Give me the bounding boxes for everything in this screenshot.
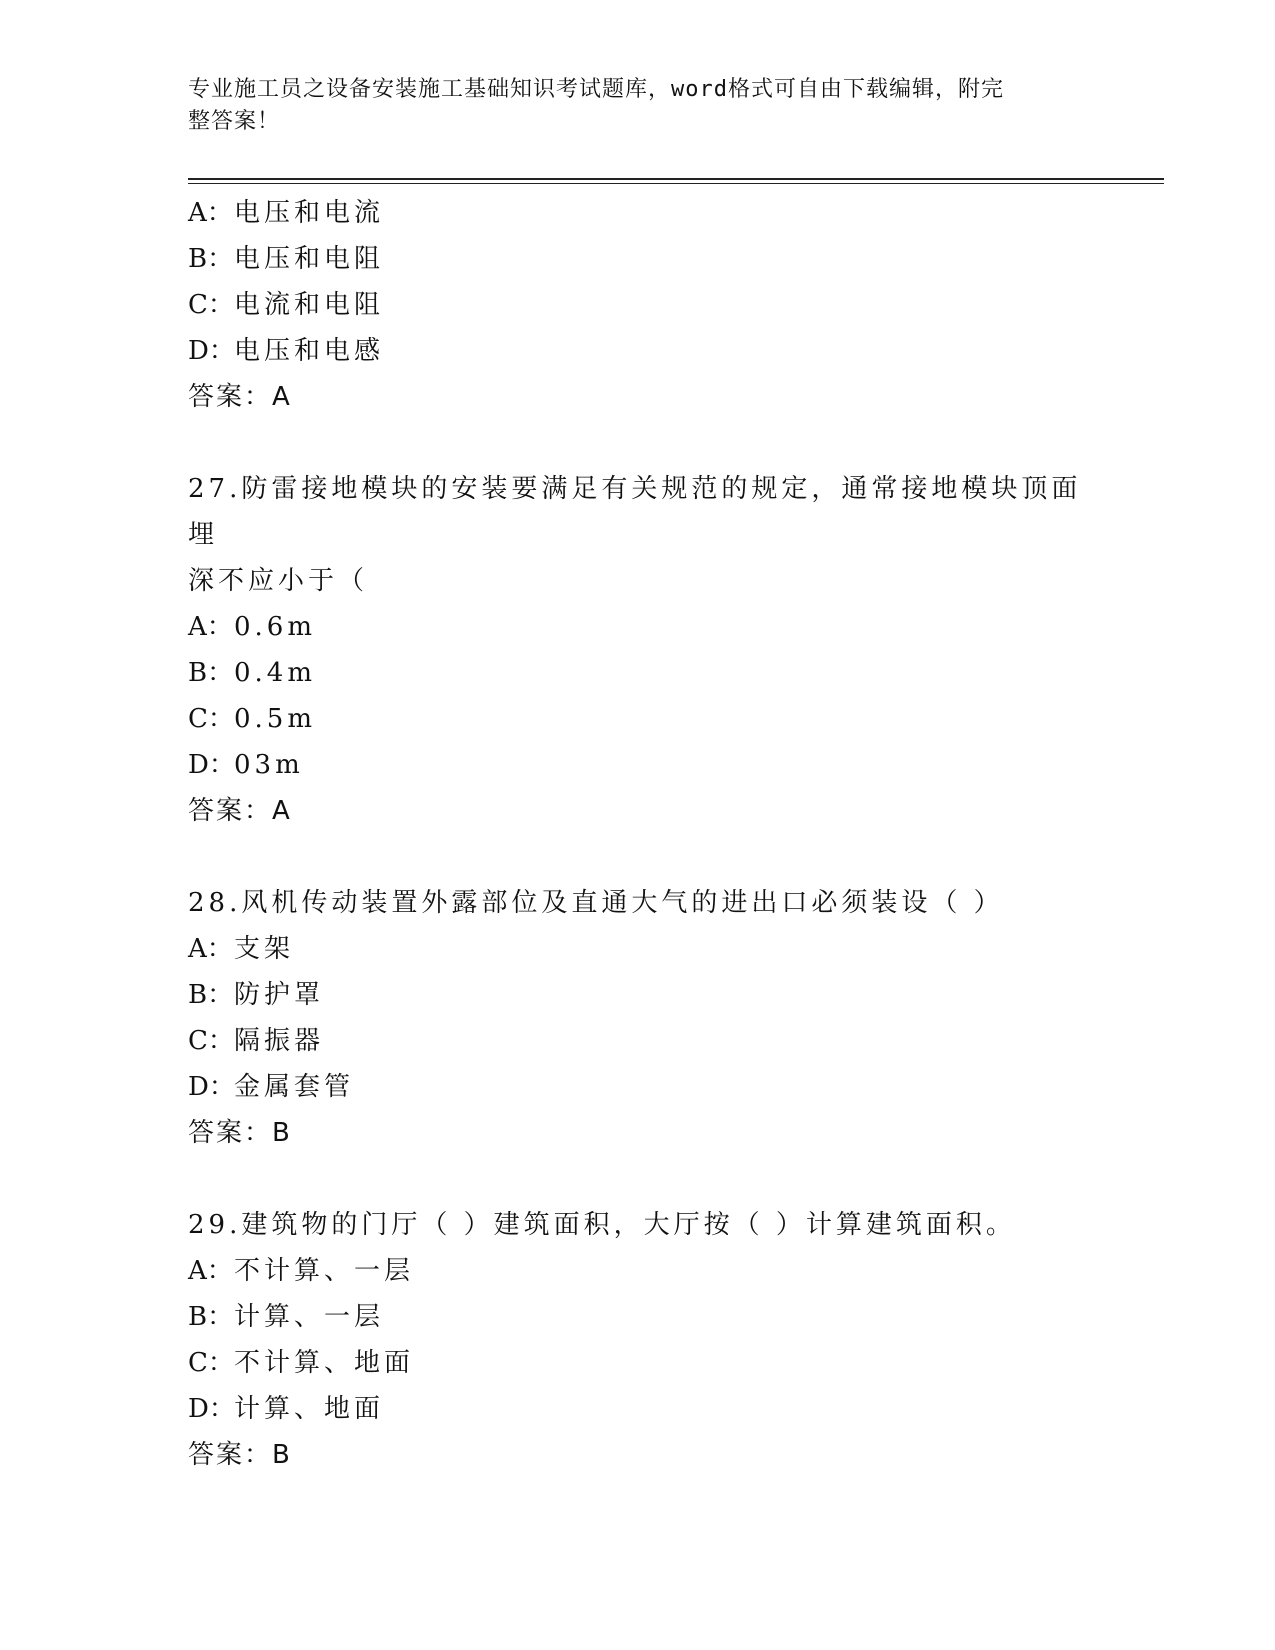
question-list [188, 190, 1088, 1478]
option-d [188, 1386, 1088, 1432]
question-block-27 [188, 466, 1088, 834]
option-text: 0.4m [234, 658, 317, 688]
option-text: 不计算、地面 [234, 1348, 415, 1378]
option-text: 不计算、一层 [234, 1256, 415, 1286]
option-text: 电压和电感 [234, 336, 385, 366]
option-text: 03m [234, 750, 304, 780]
option-d [188, 742, 1088, 788]
question-text-line-2: 深不应小于（ [188, 566, 369, 596]
question-text-line-1: 27.防雷接地模块的安装要满足有关规范的规定，通常接地模块顶面埋 [188, 474, 1082, 550]
option-text: 金属套管 [234, 1072, 355, 1102]
option-key: C： [188, 1348, 234, 1378]
option-text: 隔振器 [234, 1026, 325, 1056]
option-a [188, 604, 1088, 650]
option-d [188, 328, 1088, 374]
option-text: 计算、地面 [234, 1394, 385, 1424]
header-title-line-1: 专业施工员之设备安装施工基础知识考试题库，word格式可自由下载编辑，附完 [188, 77, 1004, 102]
answer-line: 答案：B [188, 1118, 292, 1148]
option-key: C： [188, 1026, 234, 1056]
question-text-line-1: 28.风机传动装置外露部位及直通大气的进出口必须装设（ ） [188, 888, 1004, 918]
option-text: 0.6m [234, 612, 317, 642]
question-block-26 [188, 190, 1088, 420]
header-title-line-2: 整答案！ [188, 109, 281, 134]
header-divider-thin [188, 183, 1164, 184]
option-text: 电压和电流 [234, 198, 385, 228]
option-key: B： [188, 244, 234, 274]
option-c [188, 1340, 1088, 1386]
option-text: 0.5m [234, 704, 317, 734]
option-key: C： [188, 290, 234, 320]
answer-line: 答案：A [188, 382, 292, 412]
option-key: D： [188, 336, 235, 366]
option-a [188, 190, 1088, 236]
block-spacer [188, 1156, 1088, 1202]
option-key: A： [188, 612, 233, 642]
option-key: A： [188, 1256, 233, 1286]
question-text-line-1: 29.建筑物的门厅（ ）建筑面积，大厅按（ ）计算建筑面积。 [188, 1210, 1016, 1240]
option-a [188, 1248, 1088, 1294]
option-a [188, 926, 1088, 972]
option-key: C： [188, 704, 234, 734]
option-key: A： [188, 934, 233, 964]
option-key: D： [188, 1072, 235, 1102]
block-spacer [188, 420, 1088, 466]
option-b [188, 236, 1088, 282]
option-key: D： [188, 1394, 235, 1424]
answer-line: 答案：B [188, 1440, 292, 1470]
option-text: 支架 [234, 934, 295, 964]
option-d [188, 1064, 1088, 1110]
option-key: B： [188, 1302, 234, 1332]
option-b [188, 1294, 1088, 1340]
option-key: A： [188, 198, 233, 228]
option-text: 计算、一层 [234, 1302, 385, 1332]
option-key: B： [188, 980, 234, 1010]
option-text: 电压和电阻 [234, 244, 385, 274]
option-c [188, 696, 1088, 742]
option-key: B： [188, 658, 234, 688]
option-c [188, 1018, 1088, 1064]
header-divider-thick [188, 178, 1164, 180]
block-spacer [188, 834, 1088, 880]
option-text: 防护罩 [234, 980, 325, 1010]
option-b [188, 972, 1088, 1018]
document-header [188, 74, 1068, 138]
option-c [188, 282, 1088, 328]
option-b [188, 650, 1088, 696]
answer-line: 答案：A [188, 796, 292, 826]
question-block-28 [188, 880, 1088, 1156]
option-key: D： [188, 750, 235, 780]
option-text: 电流和电阻 [234, 290, 385, 320]
question-block-29 [188, 1202, 1088, 1478]
